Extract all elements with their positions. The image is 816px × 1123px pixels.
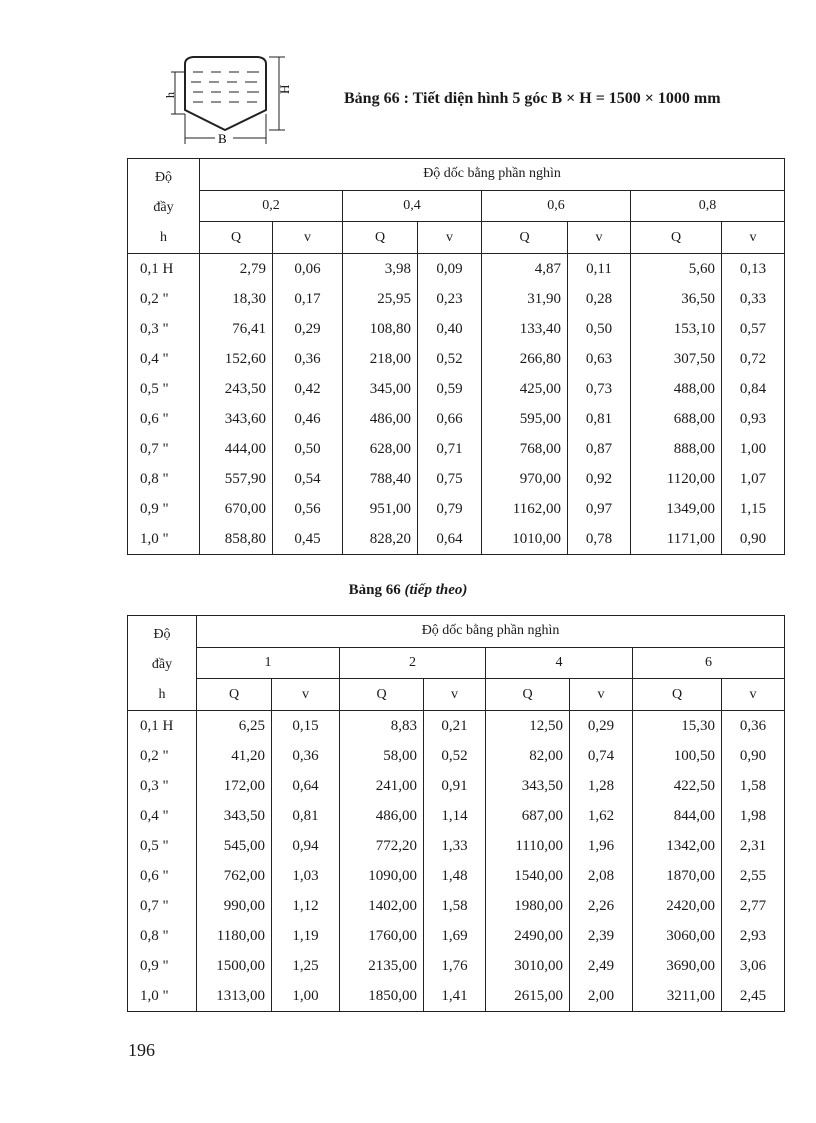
flow-q-cell: 2135,00 <box>340 951 424 981</box>
flow-q-cell: 36,50 <box>631 284 722 314</box>
flow-q-cell: 1171,00 <box>631 524 722 555</box>
flow-q-cell: 1500,00 <box>197 951 272 981</box>
table-row <box>128 801 785 831</box>
velocity-v-cell: 1,41 <box>424 981 486 1012</box>
velocity-v-cell: 1,58 <box>722 771 785 801</box>
flow-q-cell: 422,50 <box>633 771 722 801</box>
velocity-v-cell: 0,94 <box>272 831 340 861</box>
velocity-v-cell: 1,58 <box>424 891 486 921</box>
v-header: v <box>273 222 343 254</box>
slope-header: 0,8 <box>631 190 785 222</box>
flow-q-cell: 345,00 <box>343 374 418 404</box>
table-body <box>128 254 785 555</box>
table-row <box>128 981 785 1012</box>
velocity-v-cell: 0,59 <box>418 374 482 404</box>
velocity-v-cell: 1,69 <box>424 921 486 951</box>
velocity-v-cell: 0,75 <box>418 464 482 494</box>
flow-q-cell: 1120,00 <box>631 464 722 494</box>
v-header: v <box>570 679 633 711</box>
continuation-title <box>0 582 816 599</box>
table-body <box>128 711 785 1012</box>
flow-q-cell: 241,00 <box>340 771 424 801</box>
table-row <box>128 951 785 981</box>
flow-q-cell: 2420,00 <box>633 891 722 921</box>
velocity-v-cell: 0,91 <box>424 771 486 801</box>
table-row <box>128 464 785 494</box>
velocity-v-cell: 1,76 <box>424 951 486 981</box>
flow-q-cell: 4,87 <box>482 254 568 285</box>
flow-q-cell: 18,30 <box>200 284 273 314</box>
flow-q-cell: 788,40 <box>343 464 418 494</box>
velocity-v-cell: 1,98 <box>722 801 785 831</box>
flow-q-cell: 858,80 <box>200 524 273 555</box>
velocity-v-cell: 2,00 <box>570 981 633 1012</box>
flow-q-cell: 888,00 <box>631 434 722 464</box>
pentagon-section-icon <box>163 52 293 152</box>
velocity-v-cell: 0,90 <box>722 741 785 771</box>
flow-q-cell: 41,20 <box>197 741 272 771</box>
velocity-v-cell: 0,06 <box>273 254 343 285</box>
continuation-title-italic: (tiếp theo) <box>404 582 468 598</box>
velocity-v-cell: 0,29 <box>570 711 633 742</box>
velocity-v-cell: 1,96 <box>570 831 633 861</box>
velocity-v-cell: 0,52 <box>424 741 486 771</box>
table-row <box>128 404 785 434</box>
velocity-v-cell: 1,00 <box>722 434 785 464</box>
table-66-part-1 <box>127 158 785 555</box>
fill-level-cell: 0,9 " <box>128 951 197 981</box>
velocity-v-cell: 2,31 <box>722 831 785 861</box>
slope-header: 0,2 <box>200 190 343 222</box>
velocity-v-cell: 0,17 <box>273 284 343 314</box>
flow-q-cell: 688,00 <box>631 404 722 434</box>
flow-q-cell: 768,00 <box>482 434 568 464</box>
flow-q-cell: 172,00 <box>197 771 272 801</box>
flow-q-cell: 100,50 <box>633 741 722 771</box>
flow-q-cell: 76,41 <box>200 314 273 344</box>
velocity-v-cell: 0,90 <box>722 524 785 555</box>
v-header: v <box>272 679 340 711</box>
B-label: B <box>218 131 227 146</box>
velocity-v-cell: 0,23 <box>418 284 482 314</box>
velocity-v-cell: 2,93 <box>722 921 785 951</box>
table-row <box>128 344 785 374</box>
flow-q-cell: 3690,00 <box>633 951 722 981</box>
table-row <box>128 314 785 344</box>
velocity-v-cell: 1,62 <box>570 801 633 831</box>
velocity-v-cell: 0,40 <box>418 314 482 344</box>
flow-q-cell: 1090,00 <box>340 861 424 891</box>
flow-q-cell: 6,25 <box>197 711 272 742</box>
velocity-v-cell: 1,15 <box>722 494 785 524</box>
velocity-v-cell: 0,36 <box>272 741 340 771</box>
slope-header: 2 <box>340 647 486 679</box>
fill-level-cell: 0,8 " <box>128 921 197 951</box>
flow-q-cell: 31,90 <box>482 284 568 314</box>
flow-q-cell: 762,00 <box>197 861 272 891</box>
flow-q-cell: 488,00 <box>631 374 722 404</box>
fill-level-cell: 0,7 " <box>128 434 200 464</box>
flow-q-cell: 1180,00 <box>197 921 272 951</box>
flow-q-cell: 15,30 <box>633 711 722 742</box>
velocity-v-cell: 0,93 <box>722 404 785 434</box>
velocity-v-cell: 0,46 <box>273 404 343 434</box>
table-row <box>128 284 785 314</box>
velocity-v-cell: 0,97 <box>568 494 631 524</box>
velocity-v-cell: 1,25 <box>272 951 340 981</box>
fill-level-cell: 0,2 " <box>128 741 197 771</box>
fill-level-cell: 0,1 H <box>128 711 197 742</box>
flow-q-cell: 1540,00 <box>486 861 570 891</box>
flow-q-cell: 1313,00 <box>197 981 272 1012</box>
flow-q-cell: 3211,00 <box>633 981 722 1012</box>
velocity-v-cell: 0,36 <box>273 344 343 374</box>
flow-q-cell: 486,00 <box>340 801 424 831</box>
flow-q-cell: 687,00 <box>486 801 570 831</box>
flow-q-cell: 1162,00 <box>482 494 568 524</box>
velocity-v-cell: 0,57 <box>722 314 785 344</box>
flow-q-cell: 2615,00 <box>486 981 570 1012</box>
flow-q-cell: 1870,00 <box>633 861 722 891</box>
velocity-v-cell: 0,29 <box>273 314 343 344</box>
flow-q-cell: 12,50 <box>486 711 570 742</box>
velocity-v-cell: 0,54 <box>273 464 343 494</box>
slope-header: 0,6 <box>482 190 631 222</box>
flow-q-cell: 557,90 <box>200 464 273 494</box>
velocity-v-cell: 0,45 <box>273 524 343 555</box>
flow-q-cell: 628,00 <box>343 434 418 464</box>
velocity-v-cell: 0,81 <box>568 404 631 434</box>
velocity-v-cell: 0,84 <box>722 374 785 404</box>
table-row <box>128 374 785 404</box>
table-row <box>128 861 785 891</box>
velocity-v-cell: 0,50 <box>273 434 343 464</box>
velocity-v-cell: 0,73 <box>568 374 631 404</box>
table-row <box>128 891 785 921</box>
velocity-v-cell: 0,21 <box>424 711 486 742</box>
table-row <box>128 494 785 524</box>
fill-level-cell: 0,5 " <box>128 831 197 861</box>
flow-q-cell: 425,00 <box>482 374 568 404</box>
flow-q-cell: 218,00 <box>343 344 418 374</box>
flow-q-cell: 2,79 <box>200 254 273 285</box>
fill-level-cell: 0,4 " <box>128 801 197 831</box>
velocity-v-cell: 0,71 <box>418 434 482 464</box>
flow-q-cell: 1349,00 <box>631 494 722 524</box>
fill-level-cell: 0,4 " <box>128 344 200 374</box>
flow-q-cell: 1110,00 <box>486 831 570 861</box>
table-title: Bảng 66 : Tiết diện hình 5 góc B × H = 1500 × 1000 mm <box>344 90 721 107</box>
velocity-v-cell: 0,81 <box>272 801 340 831</box>
q-header: Q <box>482 222 568 254</box>
table-row <box>128 254 785 285</box>
flow-q-cell: 970,00 <box>482 464 568 494</box>
velocity-v-cell: 0,64 <box>418 524 482 555</box>
cross-section-diagram <box>163 52 293 152</box>
v-header: v <box>424 679 486 711</box>
flow-q-cell: 1402,00 <box>340 891 424 921</box>
fill-level-cell: 1,0 " <box>128 981 197 1012</box>
table-row <box>128 831 785 861</box>
velocity-v-cell: 0,09 <box>418 254 482 285</box>
velocity-v-cell: 0,33 <box>722 284 785 314</box>
flow-q-cell: 3,98 <box>343 254 418 285</box>
slope-header: 0,4 <box>343 190 482 222</box>
fill-level-cell: 0,6 " <box>128 404 200 434</box>
velocity-v-cell: 1,00 <box>272 981 340 1012</box>
q-header: Q <box>197 679 272 711</box>
velocity-v-cell: 0,66 <box>418 404 482 434</box>
velocity-v-cell: 1,14 <box>424 801 486 831</box>
flow-q-cell: 82,00 <box>486 741 570 771</box>
velocity-v-cell: 2,45 <box>722 981 785 1012</box>
flow-q-cell: 844,00 <box>633 801 722 831</box>
flow-q-cell: 828,20 <box>343 524 418 555</box>
flow-q-cell: 990,00 <box>197 891 272 921</box>
fill-level-cell: 0,1 H <box>128 254 200 285</box>
flow-q-cell: 1010,00 <box>482 524 568 555</box>
H-label: H <box>277 84 292 94</box>
flow-q-cell: 670,00 <box>200 494 273 524</box>
flow-q-cell: 58,00 <box>340 741 424 771</box>
flow-q-cell: 307,50 <box>631 344 722 374</box>
velocity-v-cell: 2,55 <box>722 861 785 891</box>
fill-level-cell: 0,7 " <box>128 891 197 921</box>
flow-q-cell: 1342,00 <box>633 831 722 861</box>
flow-q-cell: 595,00 <box>482 404 568 434</box>
table-row <box>128 771 785 801</box>
velocity-v-cell: 2,26 <box>570 891 633 921</box>
velocity-v-cell: 1,48 <box>424 861 486 891</box>
v-header: v <box>722 222 785 254</box>
q-header: Q <box>633 679 722 711</box>
flow-q-cell: 243,50 <box>200 374 273 404</box>
velocity-v-cell: 0,50 <box>568 314 631 344</box>
q-header: Q <box>343 222 418 254</box>
velocity-v-cell: 3,06 <box>722 951 785 981</box>
velocity-v-cell: 0,63 <box>568 344 631 374</box>
table-row <box>128 921 785 951</box>
velocity-v-cell: 0,72 <box>722 344 785 374</box>
flow-q-cell: 25,95 <box>343 284 418 314</box>
fill-level-cell: 0,3 " <box>128 771 197 801</box>
flow-q-cell: 1850,00 <box>340 981 424 1012</box>
flow-q-cell: 343,60 <box>200 404 273 434</box>
slope-header: 4 <box>486 647 633 679</box>
velocity-v-cell: 1,07 <box>722 464 785 494</box>
flow-q-cell: 1760,00 <box>340 921 424 951</box>
slope-group-header: Độ dốc bằng phần nghìn <box>197 616 785 648</box>
flow-q-cell: 3010,00 <box>486 951 570 981</box>
velocity-v-cell: 0,92 <box>568 464 631 494</box>
q-header: Q <box>340 679 424 711</box>
fill-level-cell: 1,0 " <box>128 524 200 555</box>
flow-q-cell: 343,50 <box>197 801 272 831</box>
flow-q-cell: 8,83 <box>340 711 424 742</box>
flow-q-cell: 1980,00 <box>486 891 570 921</box>
velocity-v-cell: 2,39 <box>570 921 633 951</box>
table-66-part-2 <box>127 615 785 1012</box>
page-number: 196 <box>128 1040 155 1060</box>
flow-q-cell: 108,80 <box>343 314 418 344</box>
fill-header: Độ đầy h <box>128 159 200 254</box>
velocity-v-cell: 0,74 <box>570 741 633 771</box>
v-header: v <box>722 679 785 711</box>
velocity-v-cell: 0,79 <box>418 494 482 524</box>
velocity-v-cell: 1,03 <box>272 861 340 891</box>
velocity-v-cell: 1,28 <box>570 771 633 801</box>
flow-q-cell: 152,60 <box>200 344 273 374</box>
velocity-v-cell: 0,11 <box>568 254 631 285</box>
flow-q-cell: 133,40 <box>482 314 568 344</box>
table-row <box>128 434 785 464</box>
q-header: Q <box>200 222 273 254</box>
table-row <box>128 711 785 742</box>
v-header: v <box>418 222 482 254</box>
velocity-v-cell: 0,28 <box>568 284 631 314</box>
q-header: Q <box>631 222 722 254</box>
flow-q-cell: 266,80 <box>482 344 568 374</box>
flow-q-cell: 343,50 <box>486 771 570 801</box>
fill-level-cell: 0,2 " <box>128 284 200 314</box>
fill-level-cell: 0,6 " <box>128 861 197 891</box>
q-header: Q <box>486 679 570 711</box>
velocity-v-cell: 0,78 <box>568 524 631 555</box>
velocity-v-cell: 0,13 <box>722 254 785 285</box>
velocity-v-cell: 0,64 <box>272 771 340 801</box>
velocity-v-cell: 0,36 <box>722 711 785 742</box>
velocity-v-cell: 2,77 <box>722 891 785 921</box>
velocity-v-cell: 0,52 <box>418 344 482 374</box>
fill-level-cell: 0,5 " <box>128 374 200 404</box>
flow-q-cell: 951,00 <box>343 494 418 524</box>
flow-q-cell: 3060,00 <box>633 921 722 951</box>
flow-q-cell: 2490,00 <box>486 921 570 951</box>
flow-q-cell: 5,60 <box>631 254 722 285</box>
fill-header: Độ đầy h <box>128 616 197 711</box>
fill-level-cell: 0,8 " <box>128 464 200 494</box>
slope-group-header: Độ dốc bằng phần nghìn <box>200 159 785 191</box>
slope-header: 6 <box>633 647 785 679</box>
flow-q-cell: 545,00 <box>197 831 272 861</box>
velocity-v-cell: 1,33 <box>424 831 486 861</box>
velocity-v-cell: 0,15 <box>272 711 340 742</box>
table-row <box>128 741 785 771</box>
velocity-v-cell: 1,19 <box>272 921 340 951</box>
flow-q-cell: 153,10 <box>631 314 722 344</box>
flow-q-cell: 486,00 <box>343 404 418 434</box>
velocity-v-cell: 2,49 <box>570 951 633 981</box>
table-row <box>128 524 785 555</box>
continuation-title-main: Bảng 66 <box>348 582 405 598</box>
fill-level-cell: 0,9 " <box>128 494 200 524</box>
velocity-v-cell: 0,56 <box>273 494 343 524</box>
flow-q-cell: 444,00 <box>200 434 273 464</box>
velocity-v-cell: 0,87 <box>568 434 631 464</box>
h-label: h <box>163 92 177 98</box>
v-header: v <box>568 222 631 254</box>
slope-header: 1 <box>197 647 340 679</box>
flow-q-cell: 772,20 <box>340 831 424 861</box>
velocity-v-cell: 1,12 <box>272 891 340 921</box>
fill-level-cell: 0,3 " <box>128 314 200 344</box>
velocity-v-cell: 0,42 <box>273 374 343 404</box>
velocity-v-cell: 2,08 <box>570 861 633 891</box>
